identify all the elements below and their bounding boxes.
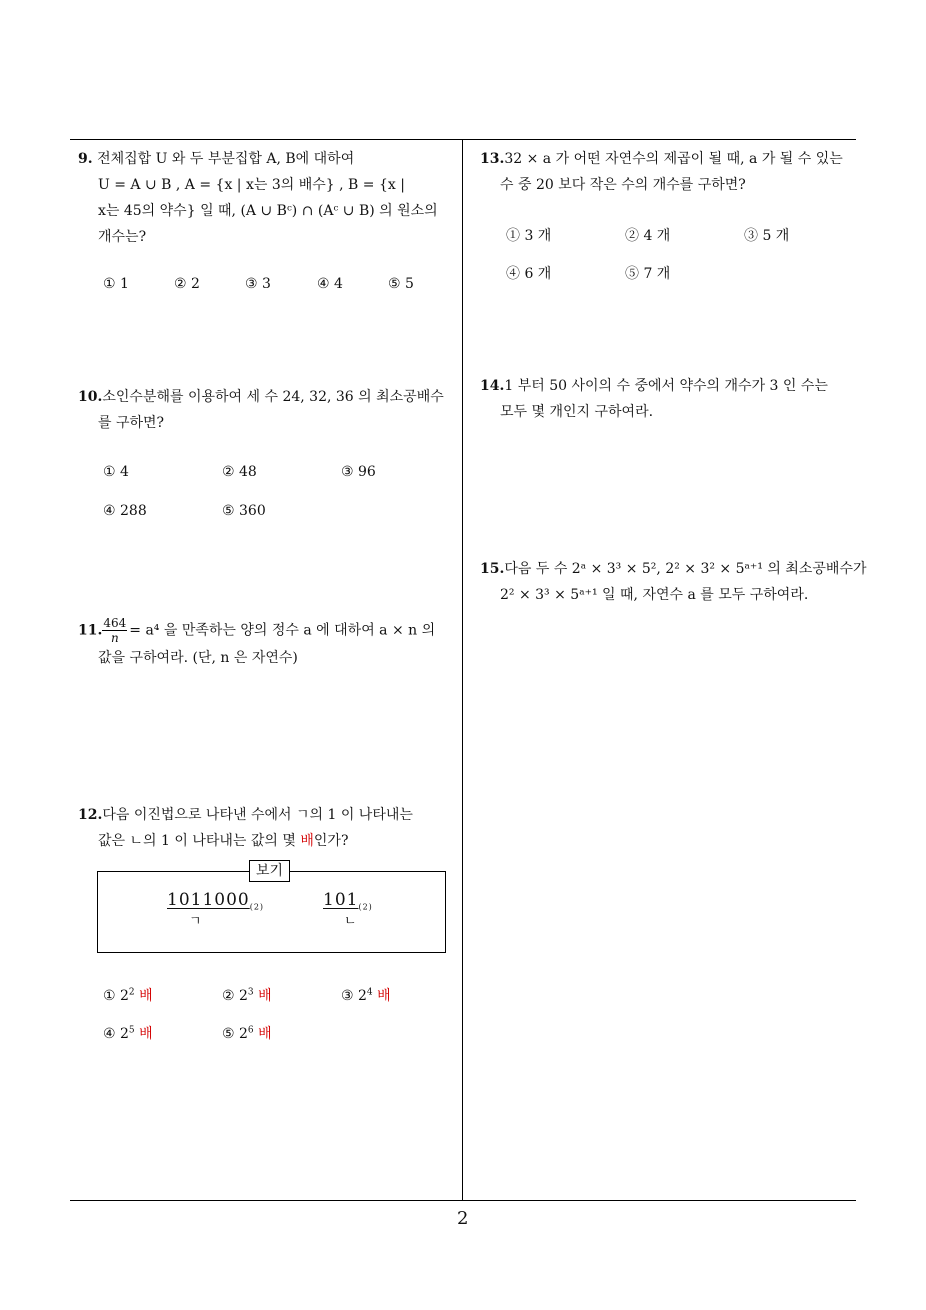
question-number: 9.: [78, 151, 93, 167]
question-text: 인가?: [313, 833, 349, 849]
choice-1[interactable]: [103, 985, 153, 1005]
binary-base: (2): [249, 902, 265, 912]
question-text: U = A ∪ B , A = {x | x는 3의 배수} , B = {x |: [98, 177, 405, 193]
question-15: [480, 556, 867, 608]
choice-3[interactable]: ③ 96: [341, 464, 376, 480]
choice-5[interactable]: ⑤ 5: [388, 276, 414, 292]
exponent: 3: [247, 987, 254, 998]
fraction-numerator: 464: [103, 616, 127, 630]
question-11: [78, 616, 458, 671]
question-text: 값을 구하여라. (단, n 은 자연수): [98, 650, 298, 666]
question-text: 소인수분해를 이용하여 세 수 24, 32, 36 의 최소공배수: [102, 389, 444, 405]
question-number: 11.: [78, 622, 103, 639]
question-10: [78, 384, 458, 436]
question-text: 전체집합 U 와 두 부분집합 A, B에 대하여: [97, 151, 355, 167]
choice-5[interactable]: ⑤ 360: [222, 503, 266, 519]
exponent: 2: [128, 987, 135, 998]
example-box: [97, 871, 446, 953]
question-14: [480, 373, 860, 425]
question-text: 모두 몇 개인지 구하여라.: [500, 404, 654, 420]
choice-text: ① 2: [103, 988, 129, 1004]
question-number: 10.: [78, 389, 103, 405]
question-number: 14.: [480, 378, 505, 394]
exponent: 6: [247, 1025, 254, 1036]
choice-4[interactable]: ④ 6 개: [506, 266, 552, 282]
choice-4[interactable]: ④ 288: [103, 503, 147, 519]
question-text: x는 45의 약수} 일 때, (A ∪ Bᶜ) ∩ (Aᶜ ∪ B) 의 원소의: [98, 203, 438, 219]
choice-3[interactable]: ③ 3: [245, 276, 271, 292]
fraction-denominator: n: [110, 631, 119, 645]
column-divider: [462, 139, 463, 1201]
exponent: 5: [128, 1025, 135, 1036]
question-13: [480, 146, 860, 198]
top-rule: [70, 139, 856, 140]
label-giyeok: ㄱ: [189, 914, 202, 929]
highlight-text: 배: [300, 833, 314, 849]
choice-unit: 배: [258, 1026, 272, 1042]
binary-number-1: [167, 890, 264, 910]
choice-1[interactable]: ① 4: [103, 464, 129, 480]
question-text: 2² × 3³ × 5ᵃ⁺¹ 일 때, 자연수 a 를 모두 구하여라.: [500, 587, 809, 603]
choice-4[interactable]: [103, 1023, 153, 1043]
question-number: 13.: [480, 151, 505, 167]
question-number: 12.: [78, 807, 103, 823]
exponent: 4: [366, 987, 373, 998]
binary-base: (2): [358, 902, 373, 912]
choice-5[interactable]: [222, 1023, 272, 1043]
choice-2[interactable]: ② 4 개: [625, 228, 671, 244]
question-9: [78, 146, 458, 250]
choice-unit: 배: [377, 988, 391, 1004]
choice-text: ③ 2: [341, 988, 367, 1004]
question-number: 15.: [480, 561, 505, 577]
choice-4[interactable]: ④ 4: [317, 276, 343, 292]
choice-text: ⑤ 2: [222, 1026, 248, 1042]
choice-unit: 배: [258, 988, 272, 1004]
question-text: 32 × a 가 어떤 자연수의 제곱이 될 때, a 가 될 수 있는: [504, 151, 843, 167]
question-text: 다음 두 수 2ᵃ × 3³ × 5², 2² × 3² × 5ᵃ⁺¹ 의 최소공배수가: [504, 561, 867, 577]
question-text: 다음 이진법으로 나타낸 수에서 ㄱ의 1 이 나타내는: [102, 807, 413, 823]
choice-2[interactable]: ② 2: [174, 276, 200, 292]
choice-text: ② 2: [222, 988, 248, 1004]
question-12: [78, 802, 458, 854]
binary-number-2: [323, 890, 373, 910]
page-number: 2: [457, 1208, 469, 1229]
question-text: 개수는?: [98, 229, 147, 245]
choice-unit: 배: [139, 988, 153, 1004]
example-box-title: 보기: [249, 860, 290, 882]
choice-text: ④ 2: [103, 1026, 129, 1042]
question-text: = a⁴ 을 만족하는 양의 정수 a 에 대하여 a × n 의: [129, 622, 436, 639]
choice-5[interactable]: ⑤ 7 개: [625, 266, 671, 282]
choice-2[interactable]: [222, 985, 272, 1005]
choice-1[interactable]: ① 1: [103, 276, 129, 292]
choice-2[interactable]: ② 48: [222, 464, 257, 480]
binary-digits: 1011000: [167, 890, 250, 910]
question-text: 값은 ㄴ의 1 이 나타내는 값의 몇: [98, 833, 301, 849]
bottom-rule: [70, 1200, 856, 1201]
fraction: [102, 616, 127, 645]
choice-1[interactable]: ① 3 개: [506, 228, 552, 244]
choice-3[interactable]: [341, 985, 391, 1005]
question-text: 를 구하면?: [98, 415, 165, 431]
question-text: 1 부터 50 사이의 수 중에서 약수의 개수가 3 인 수는: [504, 378, 828, 394]
choice-unit: 배: [139, 1026, 153, 1042]
binary-digits: 101: [323, 890, 359, 910]
choice-3[interactable]: ③ 5 개: [744, 228, 790, 244]
question-text: 수 중 20 보다 작은 수의 개수를 구하면?: [500, 177, 746, 193]
label-nieun: ㄴ: [344, 914, 357, 929]
